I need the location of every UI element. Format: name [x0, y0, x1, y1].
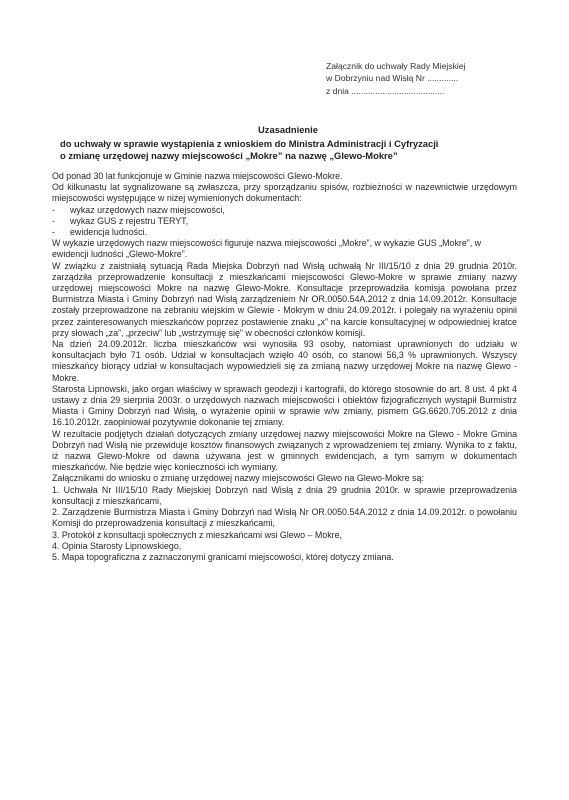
list-item: - wykaz GUS z rejestru TERYT, [52, 215, 189, 226]
list-item: - ewidencja ludności. [52, 227, 147, 238]
attachment-item: 3. Protokół z konsultacji społecznych z mieszkańcami wsi Glewo – Mokre, [52, 529, 343, 540]
document-title [60, 124, 516, 163]
title-heading: Uzasadnienie [258, 124, 318, 135]
paragraph-intro: Od ponad 30 lat funkcjonuje w Gminie nazwa miejscowości Glewo-Mokre. [52, 171, 343, 181]
attachment-item: 2. Zarządzenie Burmistrza Miasta i Gminy Dobrzyń nad Wisłą Nr OR.0050.54A.2012 z dnia 14.09.2012r. o powołaniu Komisji do przeprowadzenia konsultacji z mieszkańcami, [52, 507, 517, 529]
attachments-list [52, 485, 517, 563]
document-body [52, 171, 517, 563]
paragraph-attachments-intro: Załącznikami do wniosku o zmianę urzędowej nazwy miejscowości Glewo na Glewo-Mokre są: [52, 473, 424, 484]
paragraph-consultations: W związku z zaistniałą sytuacją Rada Miejska Dobrzyń nad Wisłą uchwałą Nr III/15/10 z dnia 29 grudnia 2010r. zarządziła przeprowadzenie konsultacji z mieszkańcami miejscowości Glewo-Mokre w sprawie zmiany nazwy urzędowej miejscowości Mokre na nazwę Glewo-Mokre. Konsultacje przeprowadziła komisja powołana przez Burmistrza Miasta i Gminy Dobrzyń nad Wisłą zarządzeniem Nr OR.0050.54A.2012 z dnia 14.09.2012r. Konsultacje zostały przeprowadzone na zebraniu wiejskim w Glewie - Mokrym w dniu 24.09.2012r. i polegały na wyrażeniu opinii przez zainteresowanych mieszkańców poprzez postawienie znaku „x” na karcie konsultacyjnej w odpowiedniej kratce przy słowach „za”, „przeciw” lub „wstrzymuję się” w obecności członków komisji. [52, 260, 517, 338]
paragraph-names: W wykazie urzędowych nazw miejscowości figuruje nazwa miejscowości „Mokre”, w wykazie GUS „Mokre”, w ewidencji ludności „Glewo-Mokre”. [52, 238, 482, 260]
annex-line-1: Załącznik do uchwały Rady Miejskiej [326, 61, 466, 71]
attachment-item: 4. Opinia Starosty Lipnowskiego, [52, 540, 182, 551]
list-item: - wykaz urzędowych nazw miejscowości, [52, 204, 225, 215]
paragraph-starosta-opinion: Starosta Lipnowski, jako organ właściwy w sprawach geodezji i kartografii, do którego stosownie do art. 8 ust. 4 pkt 4 ustawy z dnia 29 sierpnia 2003r. o urzędowych nazwach miejscowości i obiektów fizjograficznych wystąpił Burmistrz Miasta i Gminy Dobrzyń nad Wisłą, o wyrażenie opinii w sprawie w/w zmiany, pismem GG.6620.705.2012 z dnia 16.10.2012r. zaopiniował pozytywnie dokonanie tej zmiany. [52, 383, 517, 428]
paragraph-results: Na dzień 24.09.2012r. liczba mieszkańców wsi wynosiła 93 osoby, natomiast uprawnionych do udziału w konsultacjach było 71 osób. Udział w konsultacjach wzięło 40 osób, co stanowi 56,3 % uprawnionych. Wszyscy mieszkańcy biorący udział w konsultacjach wypowiedzieli się za zmianą nazwy urzędowej Mokre na nazwę Glewo - Mokre. [52, 339, 517, 383]
attachment-item: 1. Uchwała Nr III/15/10 Rady Miejskiej Dobrzyń nad Wisłą z dnia 29 grudnia 2010r. w sprawie przeprowadzenia konsultacji z mieszkańcami, [52, 484, 517, 506]
title-subject-line-1: do uchwały w sprawie wystąpienia z wnioskiem do Ministra Administracji i Cyfryzacji [60, 137, 439, 149]
document-list [52, 205, 517, 239]
annex-note [326, 60, 556, 97]
annex-line-3: z dnia ....................................... [326, 85, 445, 96]
title-subject-line-2: o zmianę urzędowej nazwy miejscowości „Mokre” na nazwę „Glewo-Mokre” [60, 150, 398, 162]
attachment-item: 5. Mapa topograficzna z zaznaczonymi granicami miejscowości, której dotyczy zmiana. [52, 551, 394, 562]
annex-line-2: w Dobrzyniu nad Wisłą Nr ............. [326, 73, 459, 84]
paragraph-costs: W rezultacie podjętych działań dotyczących zmiany urzędowej nazwy miejscowości Mokre na Glewo - Mokre Gmina Dobrzyń nad Wisłą nie przewiduje kosztów finansowych związanych z wprowadzeniem tej zmiany. Wynika to z faktu, iż nazwa Glewo-Mokre od dawna używana jest w gminnych ewidencjach, a tym samym w dokumentach mieszkańców. Nie będzie więc konieczności ich wymiany. [52, 428, 517, 473]
paragraph-discrepancies: Od kilkunastu lat sygnalizowane są zwłaszcza, przy sporządzaniu spisów, rozbieżności w nazewnictwie urzędowym miejscowości występujące w niżej wymienionych dokumentach: [52, 182, 517, 204]
